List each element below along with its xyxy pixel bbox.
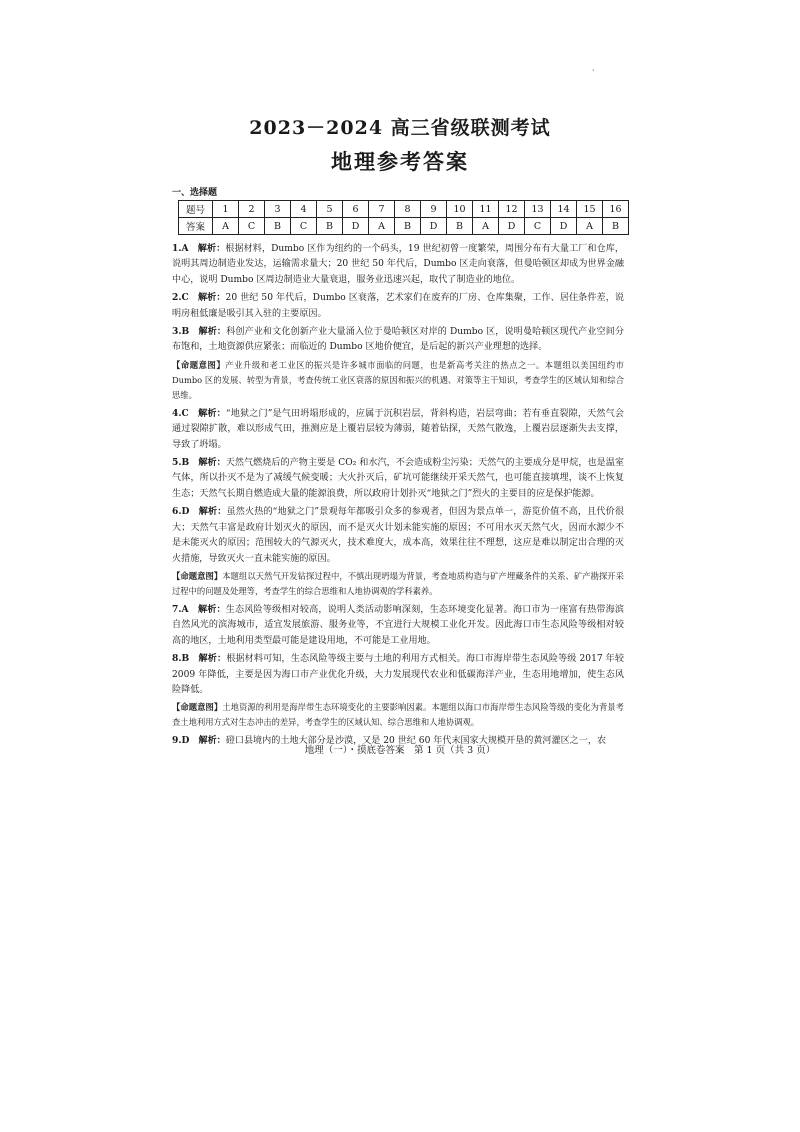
page-footer: 地理（一）・摸底卷答案 第 1 页（共 3 页） [304, 745, 496, 756]
question-number-cell: 2 [239, 201, 265, 218]
scan-speck: · [592, 66, 595, 75]
answer-cell: D [551, 218, 577, 235]
question-number-cell: 16 [603, 201, 629, 218]
item-label: 6.D 解析： [172, 506, 227, 518]
item-label: 3.B 解析： [172, 326, 227, 338]
item-label: 1.A 解析： [172, 243, 226, 254]
item-label: 【命题意图】 [172, 570, 223, 581]
answer-cell: C [239, 218, 265, 235]
row-label-number: 题号 [179, 201, 213, 218]
answer-table [178, 200, 629, 235]
item-label: 7.A 解析： [172, 603, 226, 615]
row-label-answer: 答案 [179, 218, 213, 235]
answer-cell: C [291, 218, 317, 235]
answer-explanation [172, 504, 624, 567]
design-intent-note [172, 569, 624, 599]
question-number-cell: 15 [577, 201, 603, 218]
answer-explanation [172, 455, 624, 502]
answer-cell: D [343, 218, 369, 235]
question-number-cell: 14 [551, 201, 577, 218]
item-label: 5.B 解析： [172, 457, 226, 469]
question-number-cell: 11 [473, 201, 499, 218]
item-label: 2.C 解析： [172, 292, 226, 304]
item-text: 磴口县境内的土地大部分是沙漠，又是 20 世纪 60 年代末国家大规模开垦的黄河灌区之一，农 [225, 736, 607, 747]
item-text: 生态风险等级相对较高，说明人类活动影响深刻，生态环境变化显著。海口市为一座富有热带海滨自然风光的滨海城市，适宜发展旅游、服务业等，不宜进行大规模工业化开发。因此海口市生态风险等级相对较高的地区，土地利用类型最可能是建设用地，不可能是工业用地。 [172, 604, 624, 646]
design-intent-note [172, 358, 624, 403]
question-number-cell: 9 [421, 201, 447, 218]
answer-explanation [172, 602, 624, 649]
exam-title: 2023－2024 高三省级联测考试 [249, 117, 551, 139]
question-number-cell: 3 [265, 201, 291, 218]
explanations [172, 241, 624, 752]
item-text: 科创产业和文化创新产业大量涌入位于曼哈顿区对岸的 Dumbo 区，说明曼哈顿区现代产业空间分布饱和，土地资源供应紧张；而临近的 Dumbo 区地价便宜，是后起的新兴产业理想的选择。 [172, 327, 624, 353]
question-number-cell: 1 [213, 201, 239, 218]
item-label: 【命题意图】 [172, 359, 226, 370]
item-text: 土地资源的利用是海岸带生态环境变化的主要影响因素。本题组以海口市海岸带生态风险等级的变化为背景考查土地利用方式对生态冲击的差异，考查学生的区域认知、综合思维和人地协调观。 [172, 702, 624, 728]
item-text: 20 世纪 50 年代后，Dumbo 区衰落，艺术家们在废弃的厂房、仓库集聚，工作、居住条件差，说明房租低廉是吸引其入驻的主要原因。 [172, 293, 624, 319]
question-number-cell: 7 [369, 201, 395, 218]
section-title: 一、选择题 [172, 188, 218, 198]
answer-cell: B [447, 218, 473, 235]
item-label: 4.C 解析： [172, 407, 226, 419]
answer-cell: A [213, 218, 239, 235]
answer-row [179, 218, 629, 235]
item-text: 虽然火热的“地狱之门”景观每年都吸引众多的参观者，但因为景点单一，游览价值不高，且代价很大；天然气丰富是政府计划灭火的原因，而不是灭火计划未能实施的原因；不可用水灭天然气火，因而水源少不是未能灭火的原因；范围较大的气源灭火，技术难度大，成本高，效果往往不理想，这应是难以制定出合理的灭火措施，导致灭火一直未能实施的原因。 [172, 507, 624, 564]
answer-cell: B [317, 218, 343, 235]
question-number-row [179, 201, 629, 218]
answer-cell: B [603, 218, 629, 235]
answer-cell: B [265, 218, 291, 235]
answer-cell: A [473, 218, 499, 235]
answer-cell: D [421, 218, 447, 235]
item-text: 天然气燃烧后的产物主要是 CO₂ 和水汽，不会造成粉尘污染；天然气的主要成分是甲烷，也是温室气体，所以扑灭不是为了减缓气候变暖；大火扑灭后，矿坑可能继续开采天然气，也可能直接填埋，谈不上恢复生态；天然气长期自燃造成大量的能源浪费，所以政府计划扑灭“地狱之门”烈火的主要目的应是保护能源。 [172, 458, 624, 499]
question-number-cell: 5 [317, 201, 343, 218]
item-text: 根据材料，Dumbo 区作为纽约的一个码头，19 世纪初曾一度繁荣，周围分布有大量工厂和仓库，说明其周边制造业发达，运输需求量大；20 世纪 50 年代后，Dumbo 区走向衰落，但曼哈顿区却成为世界金融中心，说明 Dumbo 区周边制造业大量衰退，服务业迅速兴起，取代了制造业的地位。 [172, 244, 624, 285]
answer-cell: B [395, 218, 421, 235]
exam-subtitle: 地理参考答案 [331, 149, 469, 174]
answer-cell: A [577, 218, 603, 235]
item-label: 9.D 解析： [172, 735, 226, 747]
item-label: 8.B 解析： [172, 653, 227, 665]
answer-explanation [172, 406, 624, 453]
answer-explanation [172, 651, 624, 698]
item-text: “地狱之门”是气田坍塌形成的，应属于沉积岩层，背斜构造，岩层弯曲；若有垂直裂隙，天然气会通过裂隙扩散，难以形成气田，推测应是上覆岩层较为薄弱，随着钻探，天然气散逸，上覆岩层逐渐失去支撑，导致了坍塌。 [172, 408, 624, 450]
answer-cell: C [525, 218, 551, 235]
item-text: 本题组以天然气开发钻探过程中，不慎出现坍塌为背景，考查地质构造与矿产埋藏条件的关系、矿产勘探开采过程中的问题及处理等，考查学生的综合思维和人地协调观的学科素养。 [172, 570, 624, 596]
question-number-cell: 6 [343, 201, 369, 218]
question-number-cell: 12 [499, 201, 525, 218]
question-number-cell: 4 [291, 201, 317, 218]
question-number-cell: 10 [447, 201, 473, 218]
answer-explanation [172, 290, 624, 322]
question-number-cell: 8 [395, 201, 421, 218]
answer-explanation [172, 324, 624, 356]
item-text: 产业升级和老工业区的振兴是许多城市面临的问题，也是新高考关注的热点之一。本题组以美国纽约市 Dumbo 区的发展、转型为背景，考查传统工业区衰落的原因和振兴的机遇、对策等主干知识，考查学生的区域认知和综合思维。 [172, 359, 624, 400]
item-text: 根据材料可知，生态风险等级主要与土地的利用方式相关。海口市海岸带生态风险等级 2017 年较 2009 年降低，主要是因为海口市产业优化升级，大力发展现代农业和低碳海洋产业，生态用地增加，使生态风险降低。 [172, 654, 624, 695]
design-intent-note [172, 700, 624, 730]
answer-cell: D [499, 218, 525, 235]
question-number-cell: 13 [525, 201, 551, 218]
answer-cell: A [369, 218, 395, 235]
item-label: 【命题意图】 [172, 702, 223, 713]
answer-explanation [172, 241, 624, 288]
